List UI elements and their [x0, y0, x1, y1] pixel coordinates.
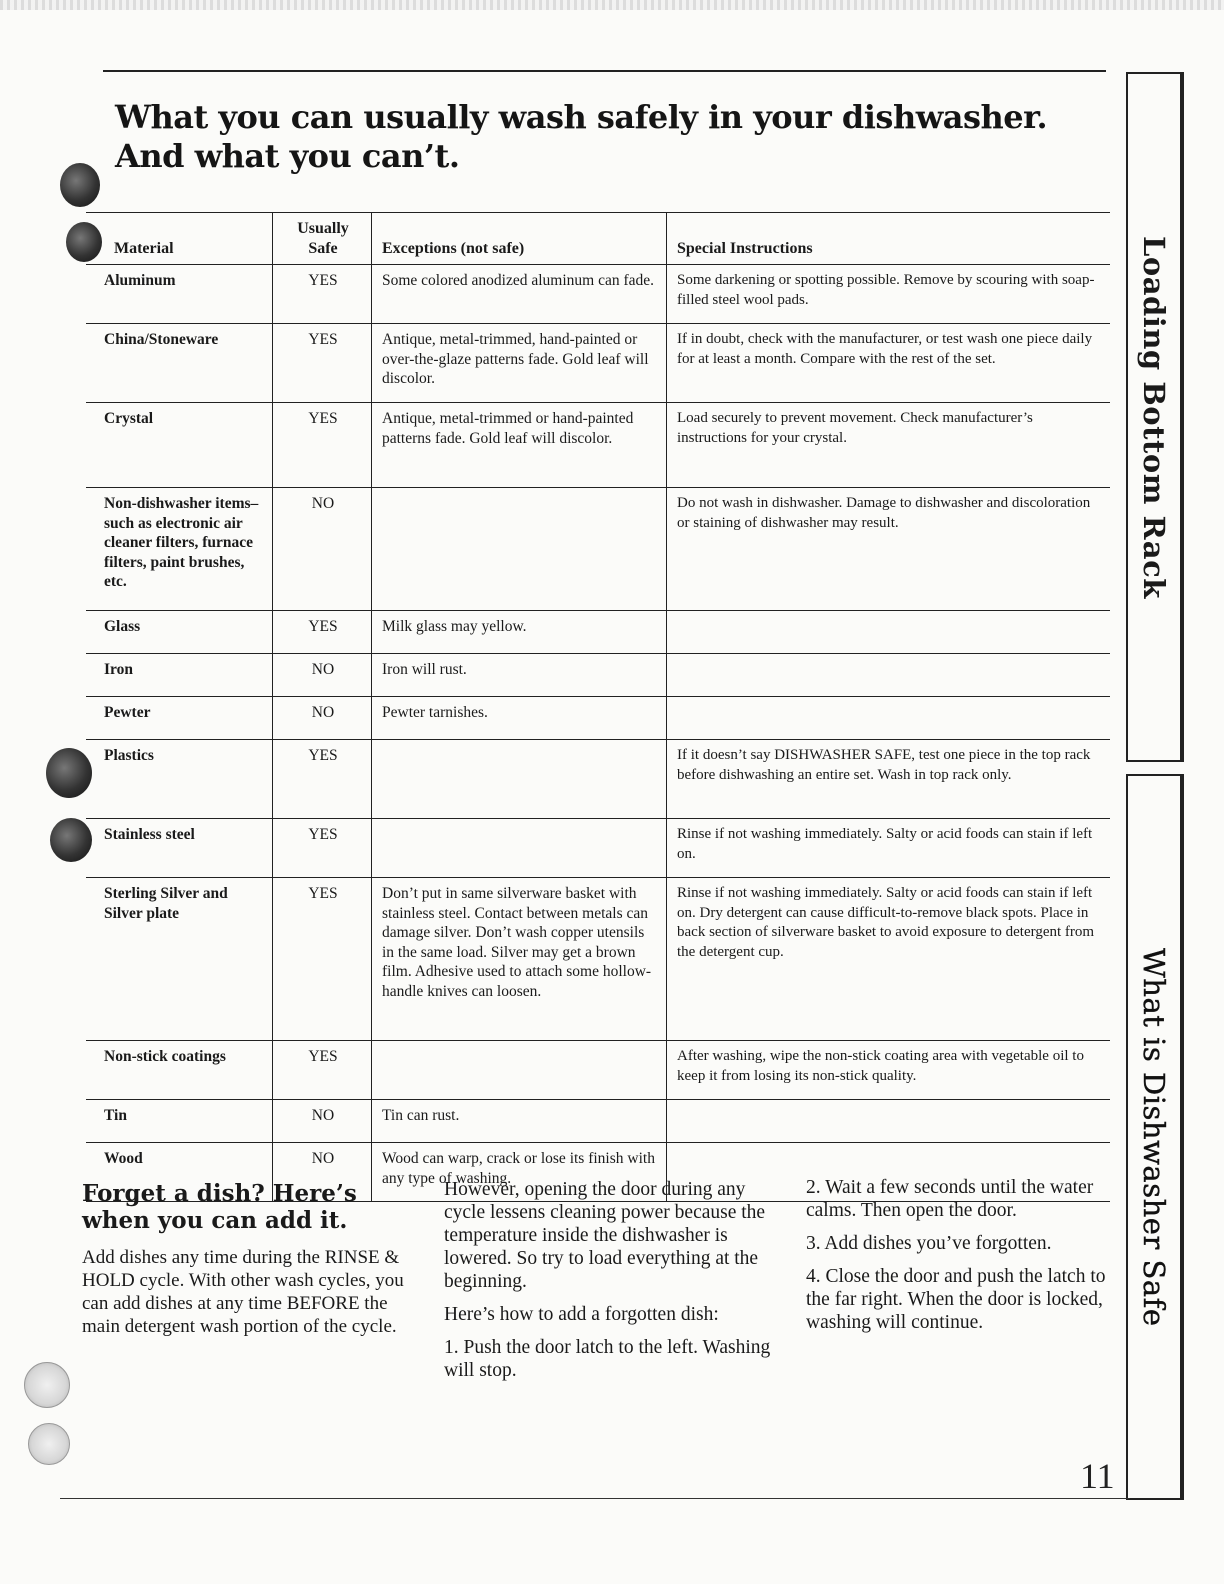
- bottom-rule: [60, 1498, 1130, 1499]
- exceptions-cell: Antique, metal-trimmed, hand-painted or over-the-glaze patterns fade. Gold leaf will discolor.: [372, 324, 667, 403]
- special-instructions-cell: Rinse if not washing immediately. Salty or acid foods can stain if left on.: [677, 826, 1093, 862]
- exceptions-cell: Some colored anodized aluminum can fade.: [372, 265, 667, 324]
- usually-safe-cell: YES: [273, 1041, 372, 1100]
- exceptions-cell: Iron will rust.: [372, 654, 667, 697]
- usually-safe-cell: YES: [273, 611, 372, 654]
- table-row: [86, 697, 1110, 740]
- special-instructions-cell: Some darkening or spotting possible. Remove by scouring with soap-filled steel wool pads.: [677, 272, 1095, 308]
- usually-safe-cell: YES: [273, 324, 372, 403]
- material-cell: Tin: [104, 1107, 127, 1124]
- table-body: [86, 265, 1110, 1202]
- exceptions-cell: Pewter tarnishes.: [372, 697, 667, 740]
- exceptions-cell: [372, 488, 667, 611]
- tab-what-is-dishwasher-safe: [1126, 774, 1184, 1500]
- page-title: [115, 98, 1047, 176]
- forget-heading: Forget a dish? Here’s when you can add it.: [82, 1180, 357, 1234]
- title-line-1: What you can usually wash safely in your dishwasher.: [115, 98, 1048, 136]
- special-instructions-cell: [667, 697, 1111, 740]
- usually-safe-cell: NO: [273, 488, 372, 611]
- material-cell: Sterling Silver and Silver plate: [104, 885, 228, 922]
- materials-table-container: [86, 212, 1110, 1202]
- header-special-instructions: Special Instructions: [677, 239, 813, 257]
- forget-step-4: 4. Close the door and push the latch to the far right. When the door is locked, washing will continue.: [806, 1266, 1106, 1333]
- table-row: [86, 324, 1110, 403]
- material-cell: Aluminum: [104, 272, 176, 289]
- table-row: [86, 819, 1110, 878]
- header-safe-line-2: Safe: [308, 239, 338, 257]
- forget-step-2: 2. Wait a few seconds until the water calms. Then open the door.: [806, 1177, 1094, 1221]
- usually-safe-cell: YES: [273, 265, 372, 324]
- material-cell: Pewter: [104, 704, 151, 721]
- forget-paragraph: Add dishes any time during the RINSE & HOLD cycle. With other wash cycles, you can add dishes at any time BEFORE the main detergent wash portion of the cycle.: [82, 1247, 404, 1337]
- usually-safe-cell: NO: [273, 1100, 372, 1143]
- material-cell: Plastics: [104, 747, 154, 764]
- exceptions-cell: Tin can rust.: [372, 1100, 667, 1143]
- exceptions-cell: Milk glass may yellow.: [372, 611, 667, 654]
- usually-safe-cell: YES: [273, 878, 372, 1041]
- binder-hole: [28, 1423, 70, 1465]
- table-row: [86, 1100, 1110, 1143]
- tab-loading-label: Loading Bottom Rack: [1137, 235, 1171, 599]
- table-row: [86, 265, 1110, 324]
- forget-column-3: [806, 1176, 1106, 1344]
- material-cell: Glass: [104, 618, 141, 635]
- exceptions-cell: [372, 1041, 667, 1100]
- header-exceptions: Exceptions (not safe): [372, 213, 667, 265]
- materials-table: [86, 212, 1110, 1202]
- usually-safe-cell: YES: [273, 740, 372, 819]
- material-cell: China/Stoneware: [104, 331, 219, 348]
- table-row: [86, 654, 1110, 697]
- exceptions-cell: [372, 740, 667, 819]
- special-instructions-cell: [667, 611, 1111, 654]
- special-instructions-cell: After washing, wipe the non-stick coating area with vegetable oil to keep it from losing its non-stick quality.: [677, 1048, 1084, 1084]
- special-instructions-cell: If in doubt, check with the manufacturer, or test wash one piece daily for at least a month. Compare with the rest of the set.: [677, 331, 1093, 367]
- special-instructions-cell: Load securely to prevent movement. Check manufacturer’s instructions for your crystal.: [677, 410, 1033, 446]
- material-cell: Crystal: [104, 410, 154, 427]
- special-instructions-cell: [667, 654, 1111, 697]
- material-cell: Non-stick coatings: [104, 1048, 226, 1065]
- usually-safe-cell: NO: [273, 654, 372, 697]
- usually-safe-cell: NO: [273, 697, 372, 740]
- material-cell: Wood: [104, 1150, 143, 1167]
- usually-safe-cell: YES: [273, 819, 372, 878]
- exceptions-cell: Don’t put in same silverware basket with stainless steel. Contact between metals can damage silver. Don’t wash copper utensils in the same load. Silver may get a brown film. Adhesive used to attach some hollow-handle knives can loosen.: [372, 878, 667, 1041]
- exceptions-cell: Antique, metal-trimmed or hand-painted patterns fade. Gold leaf will discolor.: [372, 403, 667, 488]
- tab-loading-bottom-rack: [1126, 72, 1184, 762]
- forget-how-to: Here’s how to add a forgotten dish:: [444, 1304, 719, 1325]
- forget-column-1: [82, 1180, 412, 1348]
- table-row: [86, 488, 1110, 611]
- table-row: [86, 878, 1110, 1041]
- exceptions-cell: Wood can warp, crack or lose its finish with any type of washing.: [372, 1143, 667, 1202]
- forget-however: However, opening the door during any cycle lessens cleaning power because the temperature inside the dishwasher is lowered. So try to load everything at the beginning.: [444, 1179, 766, 1292]
- header-material: Material: [114, 239, 174, 257]
- table-header-row: [86, 213, 1110, 265]
- material-cell: Stainless steel: [104, 826, 195, 843]
- binder-hole: [60, 163, 100, 207]
- forget-step-3: 3. Add dishes you’ve forgotten.: [806, 1233, 1052, 1254]
- usually-safe-cell: NO: [273, 1143, 372, 1202]
- title-line-2: And what you can’t.: [115, 137, 460, 175]
- material-cell: Non-dishwasher items–such as electronic air cleaner filters, furnace filters, paint brushes, etc.: [104, 495, 259, 590]
- forget-column-2: [444, 1178, 774, 1392]
- header-usually-safe: [273, 213, 372, 265]
- special-instructions-cell: If it doesn’t say DISHWASHER SAFE, test one piece in the top rack before dishwashing an entire set. Wash in top rack only.: [677, 747, 1091, 783]
- special-instructions-cell: [667, 1100, 1111, 1143]
- table-row: [86, 403, 1110, 488]
- tab-what-is-label: What is Dishwasher Safe: [1137, 947, 1171, 1327]
- top-rule: [103, 70, 1106, 72]
- forget-step-1: 1. Push the door latch to the left. Washing will stop.: [444, 1337, 771, 1381]
- special-instructions-cell: Rinse if not washing immediately. Salty or acid foods can stain if left on. Dry detergent can cause difficult-to-remove black spots. Place in back section of silverware basket to avoid exposure to detergent from the detergent cup.: [677, 885, 1095, 960]
- binder-hole: [24, 1362, 70, 1408]
- special-instructions-cell: Do not wash in dishwasher. Damage to dishwasher and discoloration or staining of dishwasher may result.: [677, 495, 1091, 531]
- header-safe-line-1: Usually: [297, 220, 349, 237]
- usually-safe-cell: YES: [273, 403, 372, 488]
- table-row: [86, 611, 1110, 654]
- page-number: 11: [1080, 1456, 1115, 1496]
- scan-edge: [0, 0, 1224, 10]
- table-row: [86, 740, 1110, 819]
- exceptions-cell: [372, 819, 667, 878]
- material-cell: Iron: [104, 661, 134, 678]
- table-row: [86, 1041, 1110, 1100]
